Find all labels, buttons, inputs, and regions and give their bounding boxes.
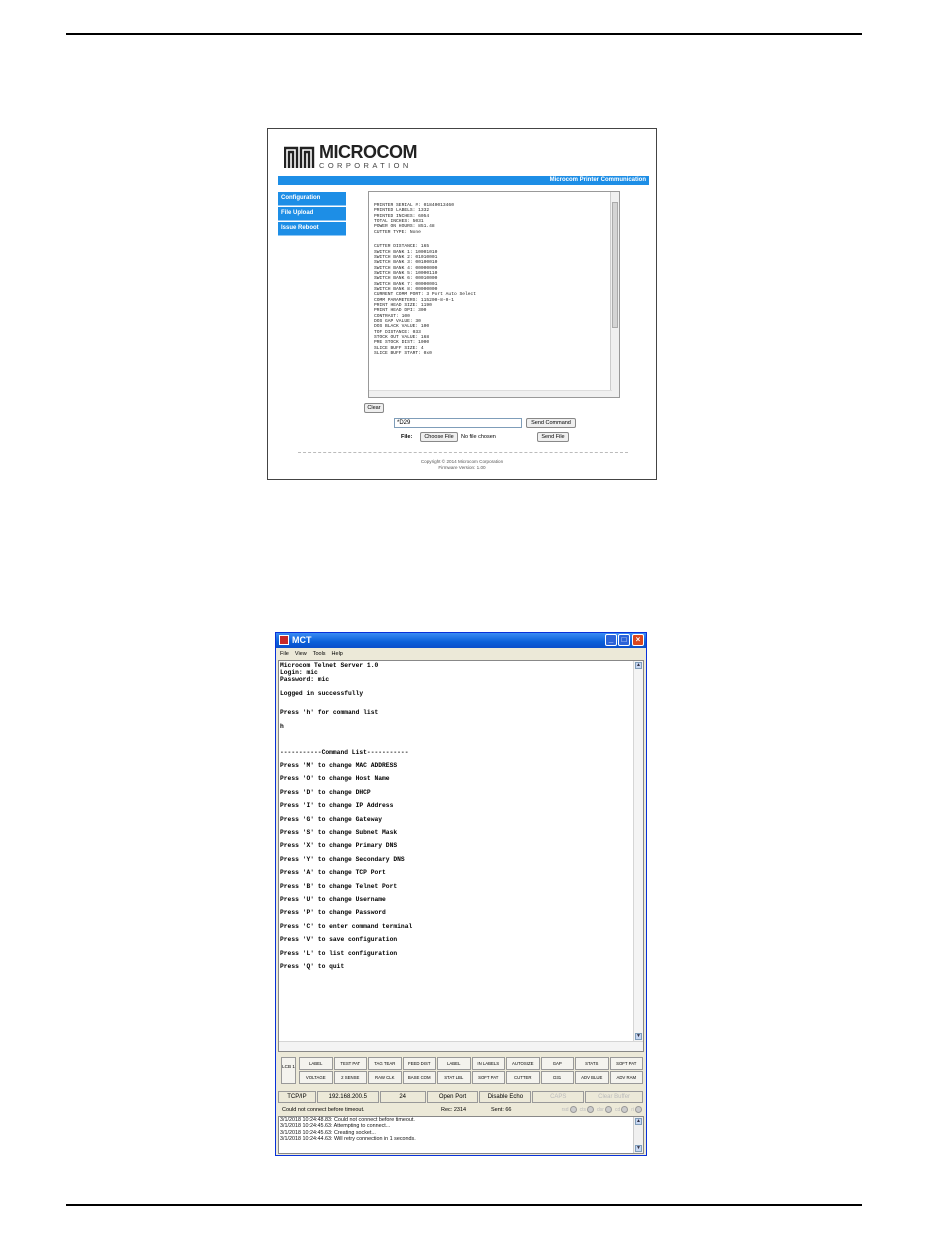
- output-horizontal-scrollbar[interactable]: [369, 390, 612, 397]
- output-line: SWITCH BANK 5: 10000110: [374, 270, 438, 276]
- send-file-button[interactable]: Send File: [537, 432, 569, 442]
- output-line: PRINTED LABELS: 1332: [374, 208, 430, 214]
- signal-led: [562, 1105, 577, 1115]
- menu-bar: [278, 649, 343, 659]
- open-port-button[interactable]: Open Port: [427, 1091, 479, 1103]
- command-button[interactable]: CUTTER: [506, 1071, 540, 1084]
- copyright-text: Copyright © 2014 Microcom Corporation: [420, 459, 504, 464]
- command-button[interactable]: TEST PAT: [334, 1057, 368, 1070]
- log-line: 3/1/2018 10:24:45.63: Attempting to connect...: [280, 1123, 391, 1130]
- output-line: SWITCH BANK 8: 00000000: [374, 287, 438, 292]
- received-count: Rec: 2314: [441, 1107, 467, 1113]
- terminal-line: Press 'X' to change Primary DNS: [280, 842, 398, 850]
- command-button[interactable]: LABEL: [299, 1057, 333, 1070]
- log-vertical-scrollbar[interactable]: [633, 1117, 643, 1153]
- command-button[interactable]: SOFT PAT: [610, 1057, 644, 1070]
- terminal-line: Press 'L' to list configuration: [280, 949, 398, 957]
- event-log-text: [280, 1117, 416, 1143]
- command-input[interactable]: *D29: [394, 418, 522, 428]
- terminal-line: Password: mic: [280, 676, 330, 684]
- output-line: SWITCH BANK 3: 00100010: [374, 260, 438, 266]
- terminal-text: [280, 662, 412, 970]
- output-line: PRINT HEAD DPI: 300: [374, 308, 427, 314]
- command-button[interactable]: RAW CLK: [368, 1071, 402, 1084]
- terminal-line: h: [280, 722, 284, 730]
- signal-led-label: rsd: [561, 1107, 569, 1113]
- terminal-line: Press 'V' to save configuration: [280, 936, 398, 944]
- output-line: SWITCH BANK 6: 00010000: [374, 276, 438, 282]
- mct-window: [275, 632, 647, 1156]
- signal-led: [615, 1105, 628, 1115]
- led-indicator-icon: [621, 1106, 628, 1113]
- output-line: PRINTED INCHES: 6054: [374, 213, 430, 219]
- output-line: PRINTER SERIAL #: 01840013460: [374, 203, 454, 208]
- printer-output-textarea[interactable]: [368, 191, 620, 398]
- command-button[interactable]: ADV BLUE: [575, 1071, 609, 1084]
- status-message: Could not connect before timeout.: [282, 1107, 365, 1113]
- connection-bar: [278, 1091, 644, 1103]
- terminal-line: Press 'C' to enter command terminal: [280, 922, 413, 930]
- log-scroll-up-icon[interactable]: ▲: [636, 1118, 641, 1124]
- command-button-grid: [299, 1057, 643, 1084]
- output-line: CONTRAST: 100: [374, 313, 410, 319]
- led-indicator-icon: [570, 1106, 577, 1113]
- terminal-horizontal-scrollbar[interactable]: [279, 1041, 643, 1051]
- output-line: PRINT HEAD SIZE: 1190: [374, 303, 432, 309]
- output-line: CUTTER DISTANCE: 165: [374, 244, 430, 250]
- menu-file[interactable]: File: [280, 651, 289, 657]
- led-indicator-icon: [587, 1106, 594, 1113]
- file-label: File:: [401, 434, 413, 440]
- footer-rule: [66, 1204, 862, 1206]
- ip-address-field[interactable]: 192.168.200.5: [317, 1091, 379, 1103]
- terminal-line: Press 'h' for command list: [280, 709, 379, 717]
- menu-help[interactable]: Help: [331, 651, 343, 657]
- status-bar: [278, 1105, 644, 1115]
- logo-wordmark: MICROCOM: [319, 142, 417, 162]
- output-line: SWITCH BANK 4: 00000000: [374, 265, 438, 271]
- microcom-logo: [284, 143, 417, 171]
- command-button[interactable]: SOFT PAT: [472, 1071, 506, 1084]
- signal-led: [631, 1105, 642, 1115]
- command-button[interactable]: GAP: [541, 1057, 575, 1070]
- output-line: POWER ON HOURS: 851.48: [374, 224, 435, 230]
- lcb-button[interactable]: LCB 1: [281, 1057, 296, 1084]
- microcom-logo-mark-icon: [284, 145, 316, 169]
- window-title: MCT: [292, 635, 312, 645]
- scroll-up-icon[interactable]: ▲: [636, 662, 641, 668]
- send-command-button[interactable]: Send Command: [526, 418, 576, 428]
- choose-file-button[interactable]: Choose File: [420, 432, 458, 442]
- terminal-line: Login: mic: [280, 669, 318, 677]
- menu-tools[interactable]: Tools: [312, 651, 326, 657]
- output-line: SLICE BUFF SIZE: 4: [374, 345, 424, 351]
- terminal-line: Press 'Y' to change Secondary DNS: [280, 855, 405, 863]
- minimize-button[interactable]: _: [605, 634, 617, 646]
- output-line: SWITCH BANK 2: 01010001: [374, 254, 438, 260]
- output-line: CURRENT COMM PORT: 3 Port Auto Select: [374, 292, 476, 298]
- maximize-button[interactable]: □: [618, 634, 630, 646]
- signal-leds: [562, 1105, 642, 1115]
- footer-divider: [298, 452, 628, 453]
- command-button[interactable]: STATS: [575, 1057, 609, 1070]
- header-rule: [66, 33, 862, 35]
- output-line: DOS BLACK VALUE: 100: [374, 324, 430, 330]
- page-banner: Microcom Printer Communication: [278, 176, 649, 185]
- terminal-line: Logged in successfully: [280, 689, 364, 697]
- terminal-line: Press 'S' to change Subnet Mask: [280, 828, 398, 836]
- footer: [268, 459, 656, 470]
- terminal-line: Press 'U' to change Username: [280, 895, 386, 903]
- caps-button[interactable]: CAPS: [532, 1091, 584, 1103]
- title-bar[interactable]: [276, 633, 646, 648]
- output-vertical-scrollbar[interactable]: [610, 192, 619, 397]
- close-button[interactable]: ×: [632, 634, 644, 646]
- output-line: TOF DISTANCE: 033: [374, 329, 421, 335]
- sidebar-nav: [278, 192, 346, 237]
- command-button[interactable]: STAT LBL: [437, 1071, 471, 1084]
- printer-output-text: [374, 203, 476, 356]
- signal-led-label: cts: [579, 1107, 586, 1113]
- output-line: TOTAL INCHES: 5031: [374, 219, 424, 225]
- led-indicator-icon: [605, 1106, 612, 1113]
- firmware-version: Firmware Version: 1.00: [438, 464, 486, 470]
- terminal-vertical-scrollbar[interactable]: [633, 661, 643, 1041]
- nav-file-upload[interactable]: File Upload: [278, 207, 346, 221]
- terminal-line: Press 'Q' to quit: [280, 962, 345, 970]
- terminal-line: Press 'A' to change TCP Port: [280, 869, 386, 877]
- app-icon: [279, 635, 289, 645]
- terminal-line: Press 'P' to change Password: [280, 909, 386, 917]
- signal-led-label: dsr: [596, 1107, 604, 1113]
- file-status: No file chosen: [461, 434, 496, 440]
- terminal-line: Microcom Telnet Server 1.0: [280, 662, 379, 669]
- output-line: CUTTER TYPE: None: [374, 229, 421, 235]
- command-button[interactable]: VOLTAGE: [299, 1071, 333, 1084]
- disable-echo-button[interactable]: Disable Echo: [479, 1091, 531, 1103]
- terminal-line: Press 'O' to change Host Name: [280, 775, 390, 783]
- command-button[interactable]: AUTOSIZE: [506, 1057, 540, 1070]
- terminal-output[interactable]: [278, 660, 644, 1052]
- output-line: STOCK OUT VALUE: 168: [374, 335, 430, 341]
- nav-configuration[interactable]: Configuration: [278, 192, 346, 206]
- nav-issue-reboot[interactable]: Issue Reboot: [278, 222, 346, 236]
- logo-subtitle: CORPORATION: [319, 161, 412, 170]
- command-button[interactable]: TAG TEAR: [368, 1057, 402, 1070]
- protocol-select[interactable]: TCP/IP: [278, 1091, 316, 1103]
- terminal-line: Press 'I' to change IP Address: [280, 802, 394, 810]
- log-scroll-down-icon[interactable]: ▼: [636, 1145, 641, 1151]
- event-log[interactable]: [278, 1116, 644, 1154]
- command-button[interactable]: LABEL: [437, 1057, 471, 1070]
- output-line: PRE STOCK DIST: 1000: [374, 340, 430, 346]
- output-line: COMM PARAMETERS: 115200-8-0-1: [374, 297, 454, 303]
- menu-view[interactable]: View: [294, 651, 307, 657]
- command-button[interactable]: IN LABELS: [472, 1057, 506, 1070]
- output-line: SWITCH BANK 1: 10001010: [374, 249, 438, 255]
- log-line: 3/1/2018 10:24:48.83: Could not connect before timeout.: [280, 1117, 415, 1123]
- port-field[interactable]: 24: [380, 1091, 426, 1103]
- output-line: DOS GAP VALUE: 30: [374, 319, 421, 325]
- command-button[interactable]: FEED DIST: [403, 1057, 437, 1070]
- terminal-line: Press 'D' to change DHCP: [280, 788, 371, 796]
- terminal-line: Press 'B' to change Telnet Port: [280, 882, 398, 890]
- command-button-bar: [278, 1054, 644, 1089]
- terminal-line: Press 'M' to change MAC ADDRESS: [280, 762, 398, 770]
- sent-count: Sent: 66: [491, 1107, 512, 1113]
- output-line: SWITCH BANK 7: 00000001: [374, 281, 438, 287]
- scroll-down-icon[interactable]: ▼: [636, 1033, 641, 1039]
- clear-buffer-button[interactable]: Clear Buffer: [585, 1091, 643, 1103]
- web-config-page: [267, 128, 657, 480]
- log-line: 3/1/2018 10:24:44.63: Will retry connection in 1 seconds.: [280, 1136, 416, 1143]
- signal-led: [597, 1105, 612, 1115]
- signal-led-label: cd: [614, 1107, 621, 1113]
- output-line: SLICE BUFF START: 0x0: [374, 351, 432, 357]
- output-scroll-thumb[interactable]: [612, 202, 618, 328]
- terminal-line: -----------Command List-----------: [280, 748, 409, 756]
- log-line: 3/1/2018 10:24:45.63: Creating socket...: [280, 1129, 376, 1136]
- clear-button[interactable]: Clear: [364, 403, 384, 413]
- command-button[interactable]: 2 SENSE: [334, 1071, 368, 1084]
- signal-led: [580, 1105, 594, 1115]
- terminal-line: Press 'G' to change Gateway: [280, 815, 383, 823]
- signal-led-label: ri: [631, 1107, 634, 1113]
- command-button[interactable]: D31: [541, 1071, 575, 1084]
- led-indicator-icon: [635, 1106, 642, 1113]
- command-button[interactable]: BASE COM: [403, 1071, 437, 1084]
- command-button[interactable]: ADV RAM: [610, 1071, 644, 1084]
